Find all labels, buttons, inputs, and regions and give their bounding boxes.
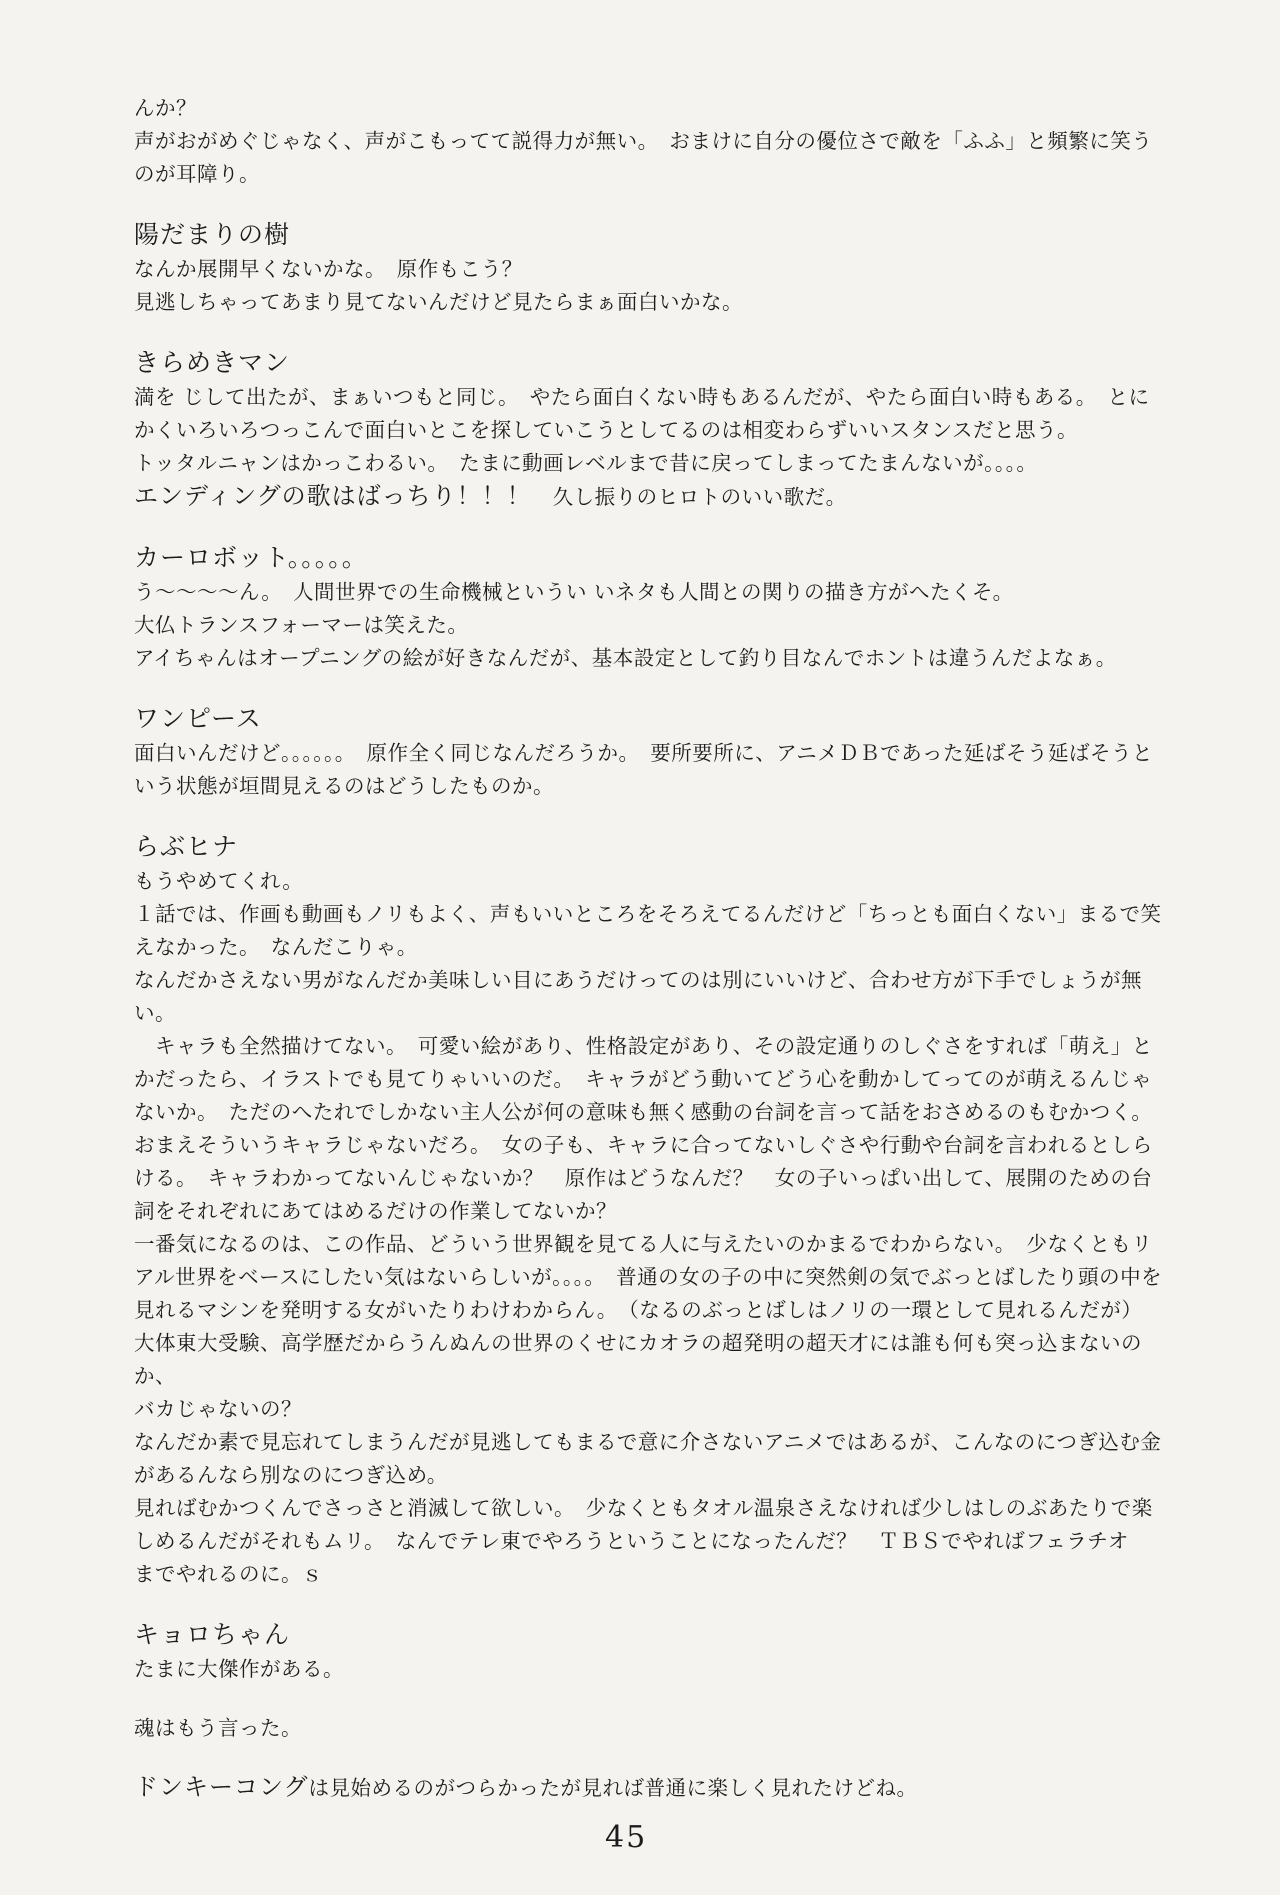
page-number: 45 bbox=[605, 1820, 648, 1855]
section-line: １話では、作画も動画もノリもよく、声もいいところをそろえてるんだけど「ちっとも面白くない」まるで笑 bbox=[134, 902, 1162, 926]
section-line: アイちゃんはオープニングの絵が好きなんだが、基本設定として釣り目なんでホントは違うんだよなぁ。 bbox=[134, 646, 1117, 670]
section-title: らぶヒナ bbox=[134, 832, 239, 861]
page-body bbox=[134, 92, 1174, 1805]
section-line: 見逃しちゃってあまり見てないんだけど見たらまぁ面白いかな。 bbox=[134, 290, 743, 314]
section-line: う～～～～ん。 人間世界での生命機械というい いネタも人間との関りの描き方がへたくそ。 bbox=[134, 580, 1014, 604]
section-line: 面白いんだけど。。。。。。 原作全く同じなんだろうか。 要所要所に、アニメＤＢであった延ばそう延ばそうと bbox=[134, 741, 1154, 765]
section-line: えなかった。 なんだこりゃ。 bbox=[134, 935, 418, 959]
section-line: アル世界をベースにしたい気はないらしいが。。。。 普通の女の子の中に突然剣の気でぶっとばしたり頭の中を bbox=[134, 1265, 1163, 1289]
section-line: ないか。 ただのへたれでしかない主人公が何の意味も無く感動の台詞を言って話をおさめるのもむかつく。 bbox=[134, 1100, 1153, 1124]
ending-song-emphasis: エンディングの歌はばっちり！！！ bbox=[134, 482, 532, 510]
intro-block bbox=[134, 92, 1174, 191]
section-kyorochan bbox=[134, 1617, 1174, 1686]
section-line: なんだかさえない男がなんだか美味しい目にあうだけってのは別にいいけど、合わせ方が下手でしょうが無い。 bbox=[134, 968, 1142, 1025]
intro-line: のが耳障り。 bbox=[134, 162, 260, 186]
section-line: 満を じして出たが、まぁいつもと同じ。 やたら面白くない時もあるんだが、やたら面白い時もある。 とに bbox=[134, 385, 1150, 409]
closing-line bbox=[134, 1771, 1174, 1805]
section-line: しめるんだがそれもムリ。 なんでテレ東でやろうということになったんだ？ ＴＢＳでやればフェラチオ bbox=[134, 1529, 1129, 1553]
section-title: キョロちゃん bbox=[134, 1620, 291, 1649]
section-hidamari bbox=[134, 217, 1174, 319]
ending-song-rest: 久し振りのヒロトのいい歌だ。 bbox=[531, 485, 847, 509]
section-line: トッタルニャンはかっこわるい。 たまに動画レベルまで昔に戻ってしまってたまんないが。。。。 bbox=[134, 451, 1038, 475]
section-line: 一番気になるのは、この作品、どういう世界観を見てる人に与えたいのかまるでわからない。 少なくともリ bbox=[134, 1232, 1153, 1256]
section-onepiece bbox=[134, 701, 1174, 803]
section-line: 大仏トランスフォーマーは笑えた。 bbox=[134, 613, 469, 637]
section-line: キャラも全然描けてない。 可愛い絵があり、性格設定があり、その設定通りのしぐさをすれば「萌え」と bbox=[134, 1034, 1153, 1058]
section-title: きらめきマン bbox=[134, 348, 291, 377]
section-title: カーロボット。。。。。 bbox=[134, 543, 368, 572]
section-title: 陽だまりの樹 bbox=[134, 220, 291, 249]
section-carrobot bbox=[134, 540, 1174, 675]
section-line: たまに大傑作がある。 bbox=[134, 1657, 344, 1681]
section-line: もうやめてくれ。 bbox=[134, 869, 304, 893]
section-line: バカじゃないの？ bbox=[134, 1397, 302, 1421]
intro-line: 声がおがめぐじゃなく、声がこもってて説得力が無い。 おまけに自分の優位さで敵を「ふふ」と頻繁に笑う bbox=[134, 129, 1153, 153]
section-line: までやれるのに。ｓ bbox=[134, 1562, 323, 1586]
section-line bbox=[134, 480, 1174, 514]
closing-line: 魂はもう言った。 bbox=[134, 1716, 302, 1740]
section-title: ワンピース bbox=[134, 704, 262, 733]
section-line: かくいろいろつっこんで面白いとこを探していこうとしてるのは相変わらずいいスタンスだと思う。 bbox=[134, 418, 1078, 442]
section-line: おまえそういうキャラじゃないだろ。 女の子も、キャラに合ってないしぐさや行動や台詞を言われるとしら bbox=[134, 1133, 1153, 1157]
closing-block-2 bbox=[134, 1771, 1174, 1805]
section-line: ける。 キャラわかってないんじゃないか？ 原作はどうなんだ？ 女の子いっぱい出して、展開のための台 bbox=[134, 1166, 1153, 1190]
closing-block bbox=[134, 1712, 1174, 1745]
section-line: かだったら、イラストでも見てりゃいいのだ。 キャラがどう動いてどう心を動かしてってのが萌えるんじゃ bbox=[134, 1067, 1153, 1091]
donkey-kong-rest: は見始めるのがつらかったが見れば普通に楽しく見れたけどね。 bbox=[308, 1776, 918, 1800]
section-line: があるんなら別なのにつぎ込め。 bbox=[134, 1463, 448, 1487]
section-lovehina bbox=[134, 829, 1174, 1591]
donkey-kong-emphasis: ドンキーコング bbox=[134, 1773, 309, 1801]
section-line: 見れるマシンを発明する女がいたりわけわからん。 （なるのぶっとばしはノリの一環として見れるんだが） bbox=[134, 1298, 1143, 1322]
section-line: 大体東大受験、高学歴だからうんぬんの世界のくせにカオラの超発明の超天才には誰も何も突っ込まないのか、 bbox=[134, 1331, 1142, 1388]
section-line: いう状態が垣間見えるのはどうしたものか。 bbox=[134, 774, 554, 798]
section-kirameki bbox=[134, 345, 1174, 514]
section-line: 詞をそれぞれにあてはめるだけの作業してないか？ bbox=[134, 1199, 617, 1223]
section-line: 見ればむかつくんでさっさと消滅して欲しい。 少なくともタオル温泉さえなければ少しはしのぶあたりで楽 bbox=[134, 1496, 1153, 1520]
section-line: なんだか素で見忘れてしまうんだが見逃してもまるで意に介さないアニメではあるが、こんなのにつぎ込む金 bbox=[134, 1430, 1162, 1454]
intro-line: んか？ bbox=[134, 96, 197, 120]
section-line: なんか展開早くないかな。 原作もこう？ bbox=[134, 257, 523, 281]
